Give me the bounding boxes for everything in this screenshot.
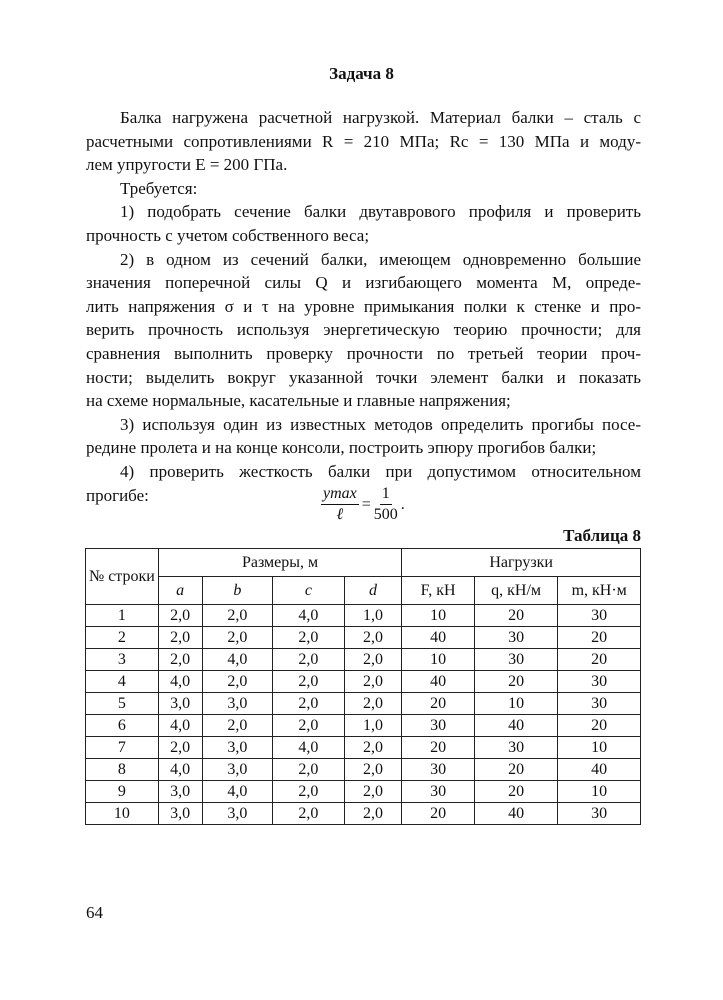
table-cell: 6 bbox=[86, 715, 159, 737]
table-cell: 2,0 bbox=[273, 759, 345, 781]
table-cell: 20 bbox=[402, 803, 475, 825]
table-cell: 3,0 bbox=[202, 737, 273, 759]
table-cell: 40 bbox=[402, 627, 475, 649]
table-row bbox=[86, 627, 641, 649]
table-cell: 3,0 bbox=[202, 693, 273, 715]
table-cell: 10 bbox=[86, 803, 159, 825]
text-line: редине пролета и на конце консоли, построить эпюру прогибов балки; bbox=[86, 438, 597, 458]
table-cell: 30 bbox=[558, 693, 641, 715]
page-number: 64 bbox=[86, 903, 103, 922]
table-cell: 3,0 bbox=[158, 693, 202, 715]
table-cell: 2,0 bbox=[344, 781, 402, 803]
text-line: 3) используя один из известных методов определить прогибы посе- bbox=[120, 414, 641, 434]
text-line: 2) в одном из сечений балки, имеющем одновременно большие bbox=[120, 249, 641, 269]
text-line: прогибе: bbox=[86, 485, 149, 505]
table-cell: 40 bbox=[402, 671, 475, 693]
table-cell: 40 bbox=[558, 759, 641, 781]
table-cell: 10 bbox=[402, 605, 475, 627]
table-cell: 4,0 bbox=[273, 605, 345, 627]
table-cell: 2,0 bbox=[344, 803, 402, 825]
table-row bbox=[86, 671, 641, 693]
table-row bbox=[86, 605, 641, 627]
column-header: b bbox=[202, 577, 273, 605]
column-header: a bbox=[158, 577, 202, 605]
text-line: ности; выделить вокруг указанной точки элемент балки и показать bbox=[86, 367, 641, 387]
table-cell: 30 bbox=[402, 781, 475, 803]
table-row bbox=[86, 693, 641, 715]
table-cell: 3,0 bbox=[158, 781, 202, 803]
table-cell: 4,0 bbox=[158, 759, 202, 781]
table-cell: 10 bbox=[474, 693, 557, 715]
formula-numerator: ymax bbox=[321, 484, 359, 505]
text-line: на схеме нормальные, касательные и главные напряжения; bbox=[86, 391, 511, 411]
formula-period: . bbox=[400, 495, 405, 513]
table-cell: 3,0 bbox=[202, 759, 273, 781]
table-cell: 20 bbox=[474, 671, 557, 693]
deflection-formula bbox=[318, 484, 405, 525]
text-line: верить прочность используя энергетическую теорию прочности; для bbox=[86, 320, 641, 340]
table-cell: 2,0 bbox=[273, 715, 345, 737]
table-cell: 2,0 bbox=[273, 671, 345, 693]
table-cell: 20 bbox=[474, 781, 557, 803]
table-cell: 20 bbox=[402, 737, 475, 759]
table-row bbox=[86, 715, 641, 737]
text-line: Балка нагружена расчетной нагрузкой. Материал балки – сталь с bbox=[120, 108, 641, 127]
table-cell: 2,0 bbox=[344, 759, 402, 781]
table-cell: 2,0 bbox=[273, 627, 345, 649]
table-cell: 1,0 bbox=[344, 715, 402, 737]
text-line: сравнения выполнить проверку прочности по третьей теории проч- bbox=[86, 343, 641, 363]
table-cell: 2,0 bbox=[344, 671, 402, 693]
table-cell: 4,0 bbox=[202, 649, 273, 671]
table-cell: 5 bbox=[86, 693, 159, 715]
column-header: q, кН/м bbox=[474, 577, 557, 605]
table-cell: 2,0 bbox=[273, 803, 345, 825]
table-cell: 4 bbox=[86, 671, 159, 693]
column-header: m, кН·м bbox=[558, 577, 641, 605]
table-cell: 3,0 bbox=[158, 803, 202, 825]
table-cell: 2,0 bbox=[202, 715, 273, 737]
text-line: значения поперечной силы Q и изгибающего момента M, опреде- bbox=[86, 273, 641, 293]
table-cell: 20 bbox=[558, 715, 641, 737]
table-cell: 4,0 bbox=[202, 781, 273, 803]
table-cell: 2,0 bbox=[202, 605, 273, 627]
text-line: 1) подобрать сечение балки двутаврового профиля и проверить bbox=[120, 202, 641, 222]
table-cell: 2,0 bbox=[344, 737, 402, 759]
table-cell: 30 bbox=[402, 759, 475, 781]
table-cell: 1,0 bbox=[344, 605, 402, 627]
column-header: c bbox=[273, 577, 345, 605]
task-text bbox=[86, 106, 641, 507]
column-header: F, кН bbox=[402, 577, 475, 605]
table-cell: 20 bbox=[474, 759, 557, 781]
table-cell: 30 bbox=[558, 803, 641, 825]
table-cell: 2,0 bbox=[273, 693, 345, 715]
table-cell: 20 bbox=[474, 605, 557, 627]
table-cell: 30 bbox=[558, 671, 641, 693]
table-cell: 20 bbox=[558, 649, 641, 671]
table-cell: 4,0 bbox=[158, 715, 202, 737]
table-cell: 40 bbox=[474, 715, 557, 737]
table-cell: 20 bbox=[558, 627, 641, 649]
table-cell: 2,0 bbox=[344, 693, 402, 715]
table-cell: 8 bbox=[86, 759, 159, 781]
sizes-header: Размеры, м bbox=[158, 549, 402, 577]
table-caption: Таблица 8 bbox=[563, 526, 641, 545]
table-cell: 4,0 bbox=[158, 671, 202, 693]
loads-header: Нагрузки bbox=[402, 549, 641, 577]
table-cell: 2,0 bbox=[344, 627, 402, 649]
data-table bbox=[85, 548, 641, 825]
table-cell: 30 bbox=[558, 605, 641, 627]
table-cell: 1 bbox=[86, 605, 159, 627]
table-cell: 4,0 bbox=[273, 737, 345, 759]
table-cell: 30 bbox=[474, 649, 557, 671]
table-cell: 7 bbox=[86, 737, 159, 759]
table-cell: 2,0 bbox=[202, 627, 273, 649]
formula-equals: = bbox=[361, 495, 371, 513]
table-cell: 2,0 bbox=[202, 671, 273, 693]
row-number-header: № строки bbox=[86, 549, 159, 605]
table-cell: 2,0 bbox=[273, 649, 345, 671]
text-line: Требуется: bbox=[120, 178, 198, 198]
text-line: лить напряжения σ и τ на уровне примыкания полки к стенке и про- bbox=[86, 296, 641, 316]
table-row bbox=[86, 649, 641, 671]
table-cell: 2 bbox=[86, 627, 159, 649]
formula-right-denominator: 500 bbox=[373, 506, 398, 523]
table-cell: 20 bbox=[402, 693, 475, 715]
table-cell: 2,0 bbox=[158, 627, 202, 649]
formula-right-numerator: 1 bbox=[380, 484, 392, 505]
column-header: d bbox=[344, 577, 402, 605]
table-cell: 30 bbox=[474, 627, 557, 649]
table-cell: 2,0 bbox=[158, 605, 202, 627]
table-cell: 30 bbox=[474, 737, 557, 759]
table-row bbox=[86, 759, 641, 781]
table-cell: 3 bbox=[86, 649, 159, 671]
table-cell: 10 bbox=[402, 649, 475, 671]
table-cell: 40 bbox=[474, 803, 557, 825]
table-cell: 30 bbox=[402, 715, 475, 737]
task-title: Задача 8 bbox=[329, 64, 394, 83]
table-row bbox=[86, 803, 641, 825]
text-line: 4) проверить жесткость балки при допустимом относительном bbox=[120, 461, 641, 481]
table-cell: 9 bbox=[86, 781, 159, 803]
text-line: прочность с учетом собственного веса; bbox=[86, 225, 370, 245]
table-cell: 2,0 bbox=[158, 737, 202, 759]
table-row bbox=[86, 781, 641, 803]
text-line: лем упругости E = 200 ГПа. bbox=[86, 155, 288, 175]
table-cell: 2,0 bbox=[158, 649, 202, 671]
table-cell: 2,0 bbox=[344, 649, 402, 671]
formula-denominator: ℓ bbox=[336, 506, 344, 523]
text-line: расчетными сопротивлениями R = 210 МПа; Rс = 130 МПа и моду- bbox=[86, 131, 641, 151]
table-cell: 3,0 bbox=[202, 803, 273, 825]
table-cell: 10 bbox=[558, 737, 641, 759]
table-cell: 10 bbox=[558, 781, 641, 803]
table-row bbox=[86, 737, 641, 759]
table-cell: 2,0 bbox=[273, 781, 345, 803]
